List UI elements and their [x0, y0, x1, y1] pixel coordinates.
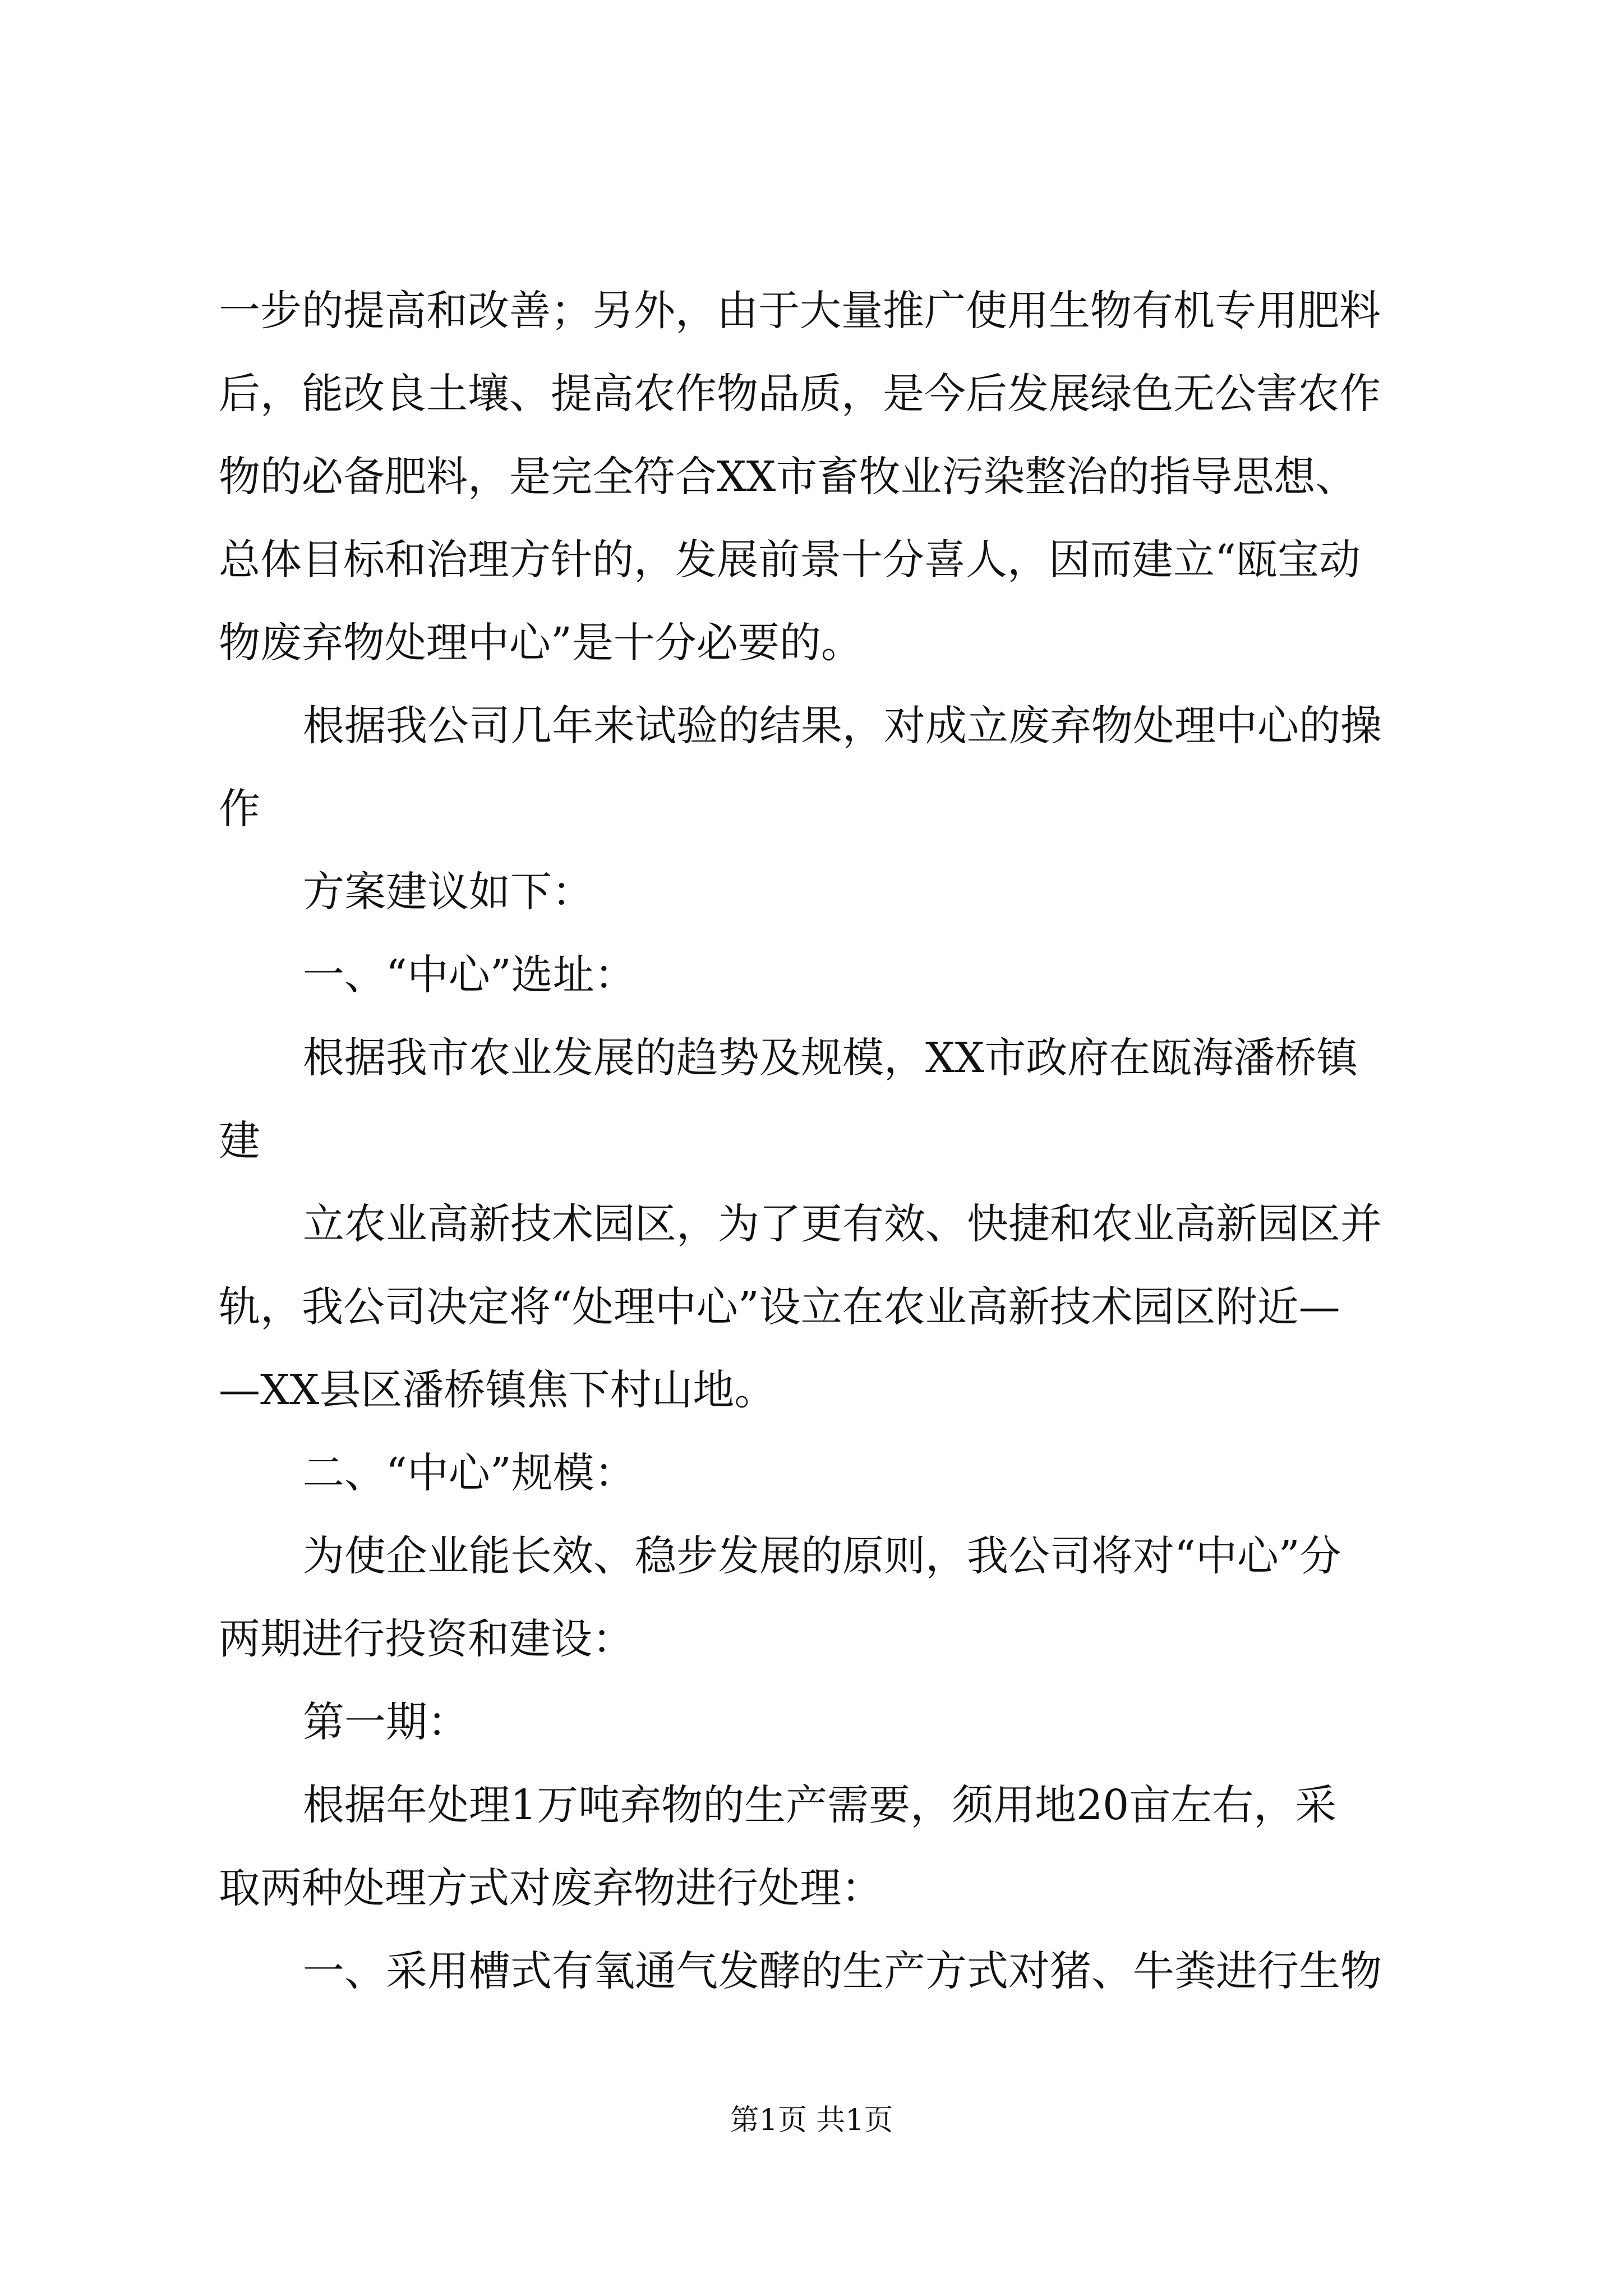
text-line: 第一期： — [303, 1698, 469, 1746]
text-line: 二、“中心”规模： — [303, 1449, 636, 1497]
text-line: 轨，我公司决定将“处理中心”设立在农业高新技术园区附近— — [219, 1283, 1340, 1331]
text-line: 一、采用槽式有氧通气发酵的生产方式对猪、牛粪进行生物 — [303, 1947, 1382, 1995]
text-line: 方案建议如下： — [303, 868, 593, 916]
document-body — [219, 269, 1430, 2013]
text-line: 为使企业能长效、稳步发展的原则，我公司将对“中心”分 — [303, 1532, 1341, 1580]
text-line: —XX县区潘桥镇焦下村山地。 — [219, 1366, 776, 1414]
text-line: 根据我市农业发展的趋势及规模，XX市政府在瓯海潘桥镇 — [303, 1034, 1358, 1082]
text-line: 一步的提高和改善；另外，由于大量推广使用生物有机专用肥料 — [219, 287, 1381, 335]
text-line: 根据年处理1万吨弃物的生产需要，须用地20亩左右，采 — [303, 1781, 1337, 1829]
text-line: 根据我公司几年来试验的结果，对成立废弃物处理中心的操 — [303, 702, 1382, 750]
text-line: 物废弃物处理中心”是十分必要的。 — [219, 619, 863, 667]
text-line: 立农业高新技术园区，为了更有效、快捷和农业高新园区并 — [303, 1200, 1382, 1248]
text-line: 物的必备肥料，是完全符合XX市畜牧业污染整治的指导思想、 — [219, 453, 1357, 501]
text-line: 取两种处理方式对废弃物进行处理： — [219, 1864, 883, 1912]
text-line: 两期进行投资和建设： — [219, 1615, 634, 1663]
text-line: 总体目标和治理方针的，发展前景十分喜人，因而建立“瓯宝动 — [219, 536, 1361, 584]
text-line: 后，能改良土壤、提高农作物品质，是今后发展绿色无公害农作 — [219, 370, 1381, 418]
text-line: 建 — [219, 1117, 260, 1165]
page-footer: 第1页 共1页 — [730, 2104, 893, 2137]
text-line: 作 — [219, 785, 260, 833]
text-line: 一、“中心”选址： — [303, 951, 636, 999]
